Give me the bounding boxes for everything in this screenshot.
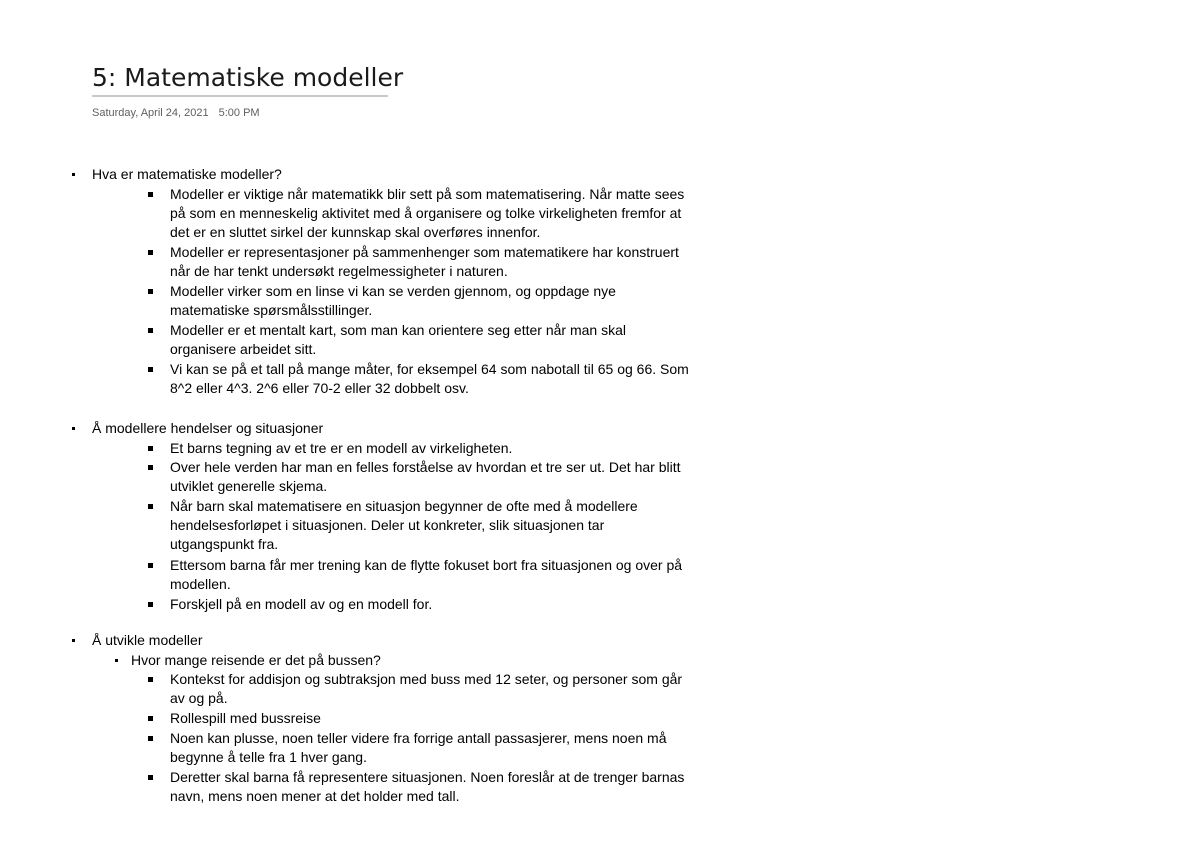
list-item[interactable] bbox=[170, 595, 770, 614]
square-bullet-icon bbox=[148, 716, 153, 721]
section-heading[interactable]: Hva er matematiske modeller? bbox=[92, 166, 282, 182]
section-heading[interactable]: Å utvikle modeller bbox=[92, 632, 203, 648]
square-bullet-icon bbox=[148, 504, 153, 509]
list-item-line: Rollespill med bussreise bbox=[170, 710, 321, 726]
square-bullet-icon bbox=[148, 446, 153, 451]
list-item-line: Over hele verden har man en felles forståelse av hvordan et tre ser ut. Det har blitt bbox=[170, 459, 681, 475]
square-bullet-icon bbox=[148, 289, 153, 294]
list-item-line: på som en menneskelig aktivitet med å organisere og tolke virkeligheten fremfor at bbox=[170, 204, 682, 221]
list-item-line: utviklet generelle skjema. bbox=[170, 478, 328, 494]
list-item-line: matematiske spørsmålsstillinger. bbox=[170, 302, 373, 318]
list-item[interactable] bbox=[170, 768, 770, 806]
section-subheading[interactable]: Hvor mange reisende er det på bussen? bbox=[131, 651, 381, 668]
list-item-line: Deretter skal barna få representere situasjonen. Noen foreslår at de trenger barnas bbox=[170, 768, 685, 785]
list-item-line: Modeller er viktige når matematikk blir sett på som matematisering. Når matte sees bbox=[170, 185, 685, 202]
square-bullet-icon bbox=[148, 192, 153, 197]
page-title[interactable]: 5: Matematiske modeller bbox=[92, 63, 404, 92]
list-item-line: 8^2 eller 4^3. 2^6 eller 70-2 eller 32 dobbelt osv. bbox=[170, 380, 469, 396]
list-item[interactable] bbox=[170, 282, 770, 320]
list-item-line: hendelsesforløpet i situasjonen. Deler ut konkreter, slik situasjonen tar bbox=[170, 517, 605, 533]
bullet-dot-icon bbox=[72, 639, 75, 642]
title-underline bbox=[92, 95, 388, 97]
list-item[interactable] bbox=[170, 670, 770, 708]
square-bullet-icon bbox=[148, 465, 153, 470]
list-item-line: Et barns tegning av et tre er en modell av virkeligheten. bbox=[170, 439, 513, 456]
page-date: Saturday, April 24, 2021 bbox=[92, 107, 209, 119]
list-item[interactable] bbox=[170, 439, 770, 458]
square-bullet-icon bbox=[148, 677, 153, 682]
list-item-line: Noen kan plusse, noen teller videre fra forrige antall passasjerer, mens noen må bbox=[170, 729, 667, 746]
list-item-line: Ettersom barna får mer trening kan de flytte fokuset bort fra situasjonen og over på bbox=[170, 556, 683, 573]
list-item-line: Forskjell på en modell av og en modell for. bbox=[170, 595, 433, 612]
bullet-dot-icon bbox=[72, 173, 75, 176]
list-item-line: utgangspunkt fra. bbox=[170, 536, 279, 552]
bullet-dot-icon bbox=[115, 659, 118, 662]
list-item-line: navn, mens noen mener at det holder med tall. bbox=[170, 787, 460, 804]
square-bullet-icon bbox=[148, 775, 153, 780]
list-item-line: det er en sluttet sirkel der kunnskap skal overføres innenfor. bbox=[170, 223, 541, 240]
list-item[interactable] bbox=[170, 243, 770, 281]
list-item-line: Modeller virker som en linse vi kan se verden gjennom, og oppdage nye bbox=[170, 283, 616, 299]
list-item-line: Vi kan se på et tall på mange måter, for eksempel 64 som nabotall til 65 og 66. Som bbox=[170, 361, 689, 377]
list-item[interactable] bbox=[170, 709, 770, 728]
list-item[interactable] bbox=[170, 458, 770, 496]
page-time: 5:00 PM bbox=[218, 107, 260, 119]
list-item[interactable] bbox=[170, 556, 770, 594]
list-item[interactable] bbox=[170, 729, 770, 767]
section-heading[interactable]: Å modellere hendelser og situasjoner bbox=[92, 420, 324, 436]
list-item[interactable] bbox=[170, 321, 770, 359]
list-item-line: begynne å telle fra 1 hver gang. bbox=[170, 748, 367, 765]
square-bullet-icon bbox=[148, 328, 153, 333]
list-item-line: organisere arbeidet sitt. bbox=[170, 341, 317, 357]
list-item-line: Modeller er representasjoner på sammenhenger som matematikere har konstruert bbox=[170, 244, 679, 260]
list-item-line: Når barn skal matematisere en situasjon begynner de ofte med å modellere bbox=[170, 498, 638, 514]
square-bullet-icon bbox=[148, 250, 153, 255]
square-bullet-icon bbox=[148, 602, 153, 607]
page-timestamp bbox=[92, 107, 260, 119]
list-item-line: Kontekst for addisjon og subtraksjon med buss med 12 seter, og personer som går bbox=[170, 671, 683, 687]
square-bullet-icon bbox=[148, 563, 153, 568]
list-item-line: modellen. bbox=[170, 575, 231, 592]
list-item[interactable] bbox=[170, 497, 770, 554]
square-bullet-icon bbox=[148, 736, 153, 741]
list-item[interactable] bbox=[170, 360, 770, 398]
square-bullet-icon bbox=[148, 367, 153, 372]
bullet-dot-icon bbox=[72, 427, 75, 430]
list-item[interactable] bbox=[170, 185, 770, 242]
list-item-line: Modeller er et mentalt kart, som man kan orientere seg etter når man skal bbox=[170, 322, 626, 338]
list-item-line: av og på. bbox=[170, 690, 228, 706]
list-item-line: når de har tenkt undersøkt regelmessigheter i naturen. bbox=[170, 263, 508, 279]
